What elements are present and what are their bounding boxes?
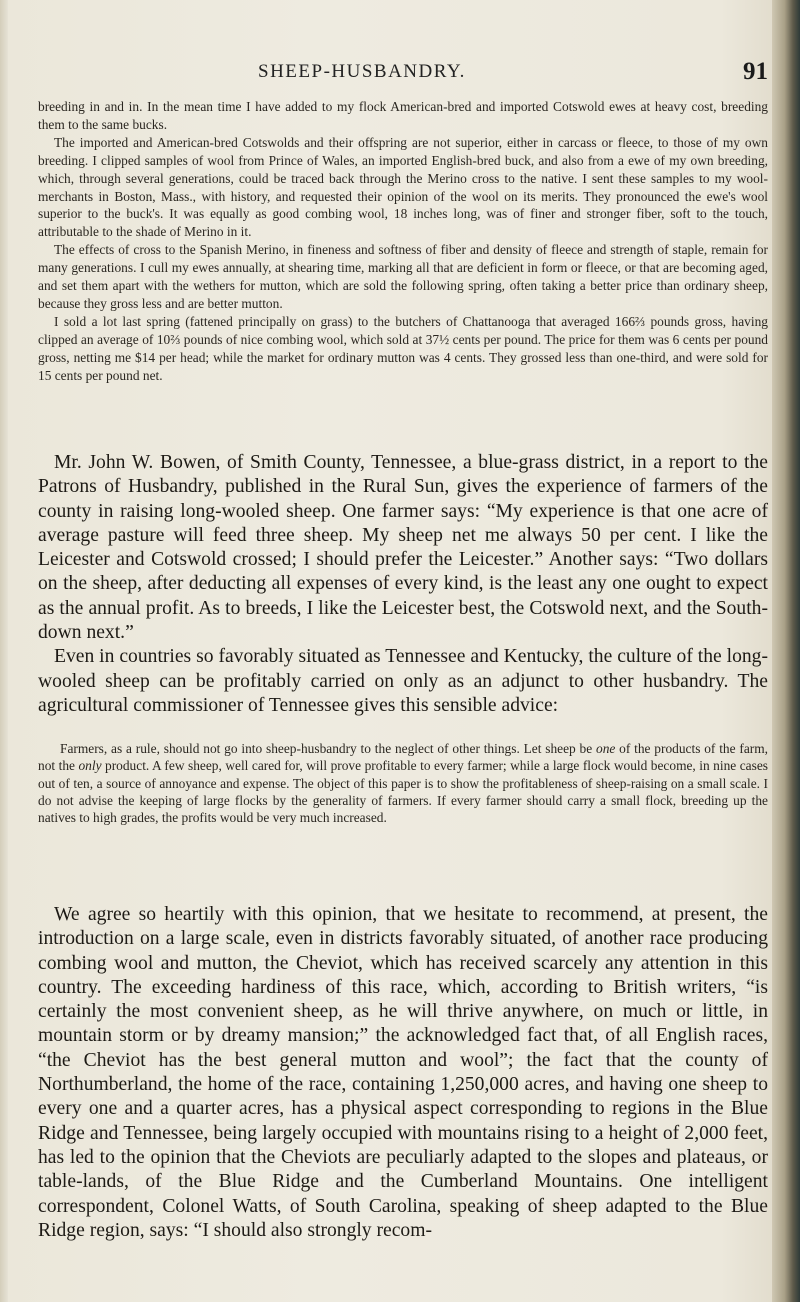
block-quote xyxy=(38,740,768,826)
body-text-section-1 xyxy=(38,451,768,718)
paragraph: Mr. John W. Bowen, of Smith County, Tennessee, a blue-grass district, in a report to the Patrons of Husbandry, published in the Rural Sun, gives the experience of farmers of the county in raising long-wooled sheep. One farmer says: “My experience is that one acre of average pasture will feed three sheep. My sheep net me always 50 per cent. I like the Leicester and Cotswold crossed; I should prefer the Leicester.” Another says: “Two dollars on the sheep, after deducting all expenses of every kind, is the least any one ought to expect as the annual profit. As to breeds, I like the Leicester best, the Cotswold next, and the South-down next.” xyxy=(38,452,768,644)
quote-text: of the products of the farm, not the xyxy=(38,741,768,774)
book-binding-edge xyxy=(772,0,800,1302)
paragraph: The effects of cross to the Spanish Merino, in fineness and softness of fiber and density of fleece and strength of staple, remain for many generations. I cull my ewes annually, at shearing time, marking all that are deficient in form or fleece, or that are becoming aged, and set them apart with the wethers for mutton, which are sold the following spring, often taking a better price than ordinary sheep, because they gross less and are better mutton. xyxy=(38,242,768,311)
page-left-edge xyxy=(0,0,8,1302)
quote-emphasis: one xyxy=(596,741,616,756)
paragraph: Even in countries so favorably situated as Tennessee and Kentucky, the culture of the long-wooled sheep can be profitably carried on only as an adjunct to other husbandry. The agricultural commissioner of Tennessee gives this sensible advice: xyxy=(38,646,768,716)
paragraph: breeding in and in. In the mean time I have added to my flock American-bred and imported Cotswold ewes at heavy cost, breeding them to the same bucks. xyxy=(38,99,768,132)
paragraph: We agree so heartily with this opinion, that we hesitate to recommend, at present, the introduction on a large scale, even in districts favorably situated, of another race producing combing wool and mutton, the Cheviot, which has received scarcely any attention in this country. The exceeding hardiness of this race, which, according to British writers, “is certainly the most convenient sheep, as he will thrive anywhere, on much or little, in mountain storm or by dreamy mansion;” the acknowledged fact that, of all English races, “the Cheviot has the best general mutton and wool”; the fact that the county of Northumberland, the home of the race, containing 1,250,000 acres, and having one sheep to every one and a quarter acres, has a physical aspect corresponding to regions in the Blue Ridge and Tennessee, being largely occupied with mountains rising to a height of 2,000 feet, has led to the opinion that the Cheviots are peculiarly adapted to the slopes and plateaus, or table-lands, of the Blue Ridge and the Cumberland Mountains. One intelligent correspondent, Colonel Watts, of South Carolina, speaking of sheep adapted to the Blue Ridge region, says: “I should also strongly recom- xyxy=(38,904,768,1241)
paragraph: The imported and American-bred Cotswolds and their offspring are not superior, either in carcass or fleece, to those of my own breeding. I clipped samples of wool from Prince of Wales, an imported English-bred buck, and also from a ewe of my own breeding, which, through several generations, could be traced back through the Merino cross to the native. I sent these samples to my wool-merchants in Boston, Mass., with history, and requested their opinion of the wool on its merits. They pronounced the ewe's wool superior to the buck's. It was equally as good combing wool, 18 inches long, was of finer and stronger fiber, soft to the touch, attributable to the shade of Merino in it. xyxy=(38,134,768,240)
quote-paragraph xyxy=(38,740,768,826)
page-number: 91 xyxy=(743,58,768,85)
running-head: SHEEP-HUSBANDRY. xyxy=(258,61,466,82)
letter-excerpt xyxy=(38,98,768,385)
quote-text: product. A few sheep, well cared for, will prove profitable to every farmer; while a large flock would become, in nine cases out of ten, a source of annoyance and expense. The object of this paper is to show the profitableness of sheep-raising on a small scale. I do not advise the keeping of large flocks by the generality of farmers. If every farmer should carry a small flock, breeding up the natives to high grades, the profits would be very much increased. xyxy=(38,758,768,826)
quote-text: Farmers, as a rule, should not go into sheep-husbandry to the neglect of other things. Let sheep be xyxy=(60,741,597,756)
body-text-section-2 xyxy=(38,903,768,1243)
quote-emphasis: only xyxy=(78,758,102,774)
paragraph: I sold a lot last spring (fattened principally on grass) to the butchers of Chattanooga that averaged 166⅔ pounds gross, having clipped an average of 10⅔ pounds of nice combing wool, which sold at 37½ cents per pound. The price for them was 6 cents per pound gross, netting me $14 per head; while the market for ordinary mutton was 4 cents. They grossed less than one-third, and were sold for 15 cents per pound net. xyxy=(38,313,768,383)
page-header xyxy=(38,58,768,90)
